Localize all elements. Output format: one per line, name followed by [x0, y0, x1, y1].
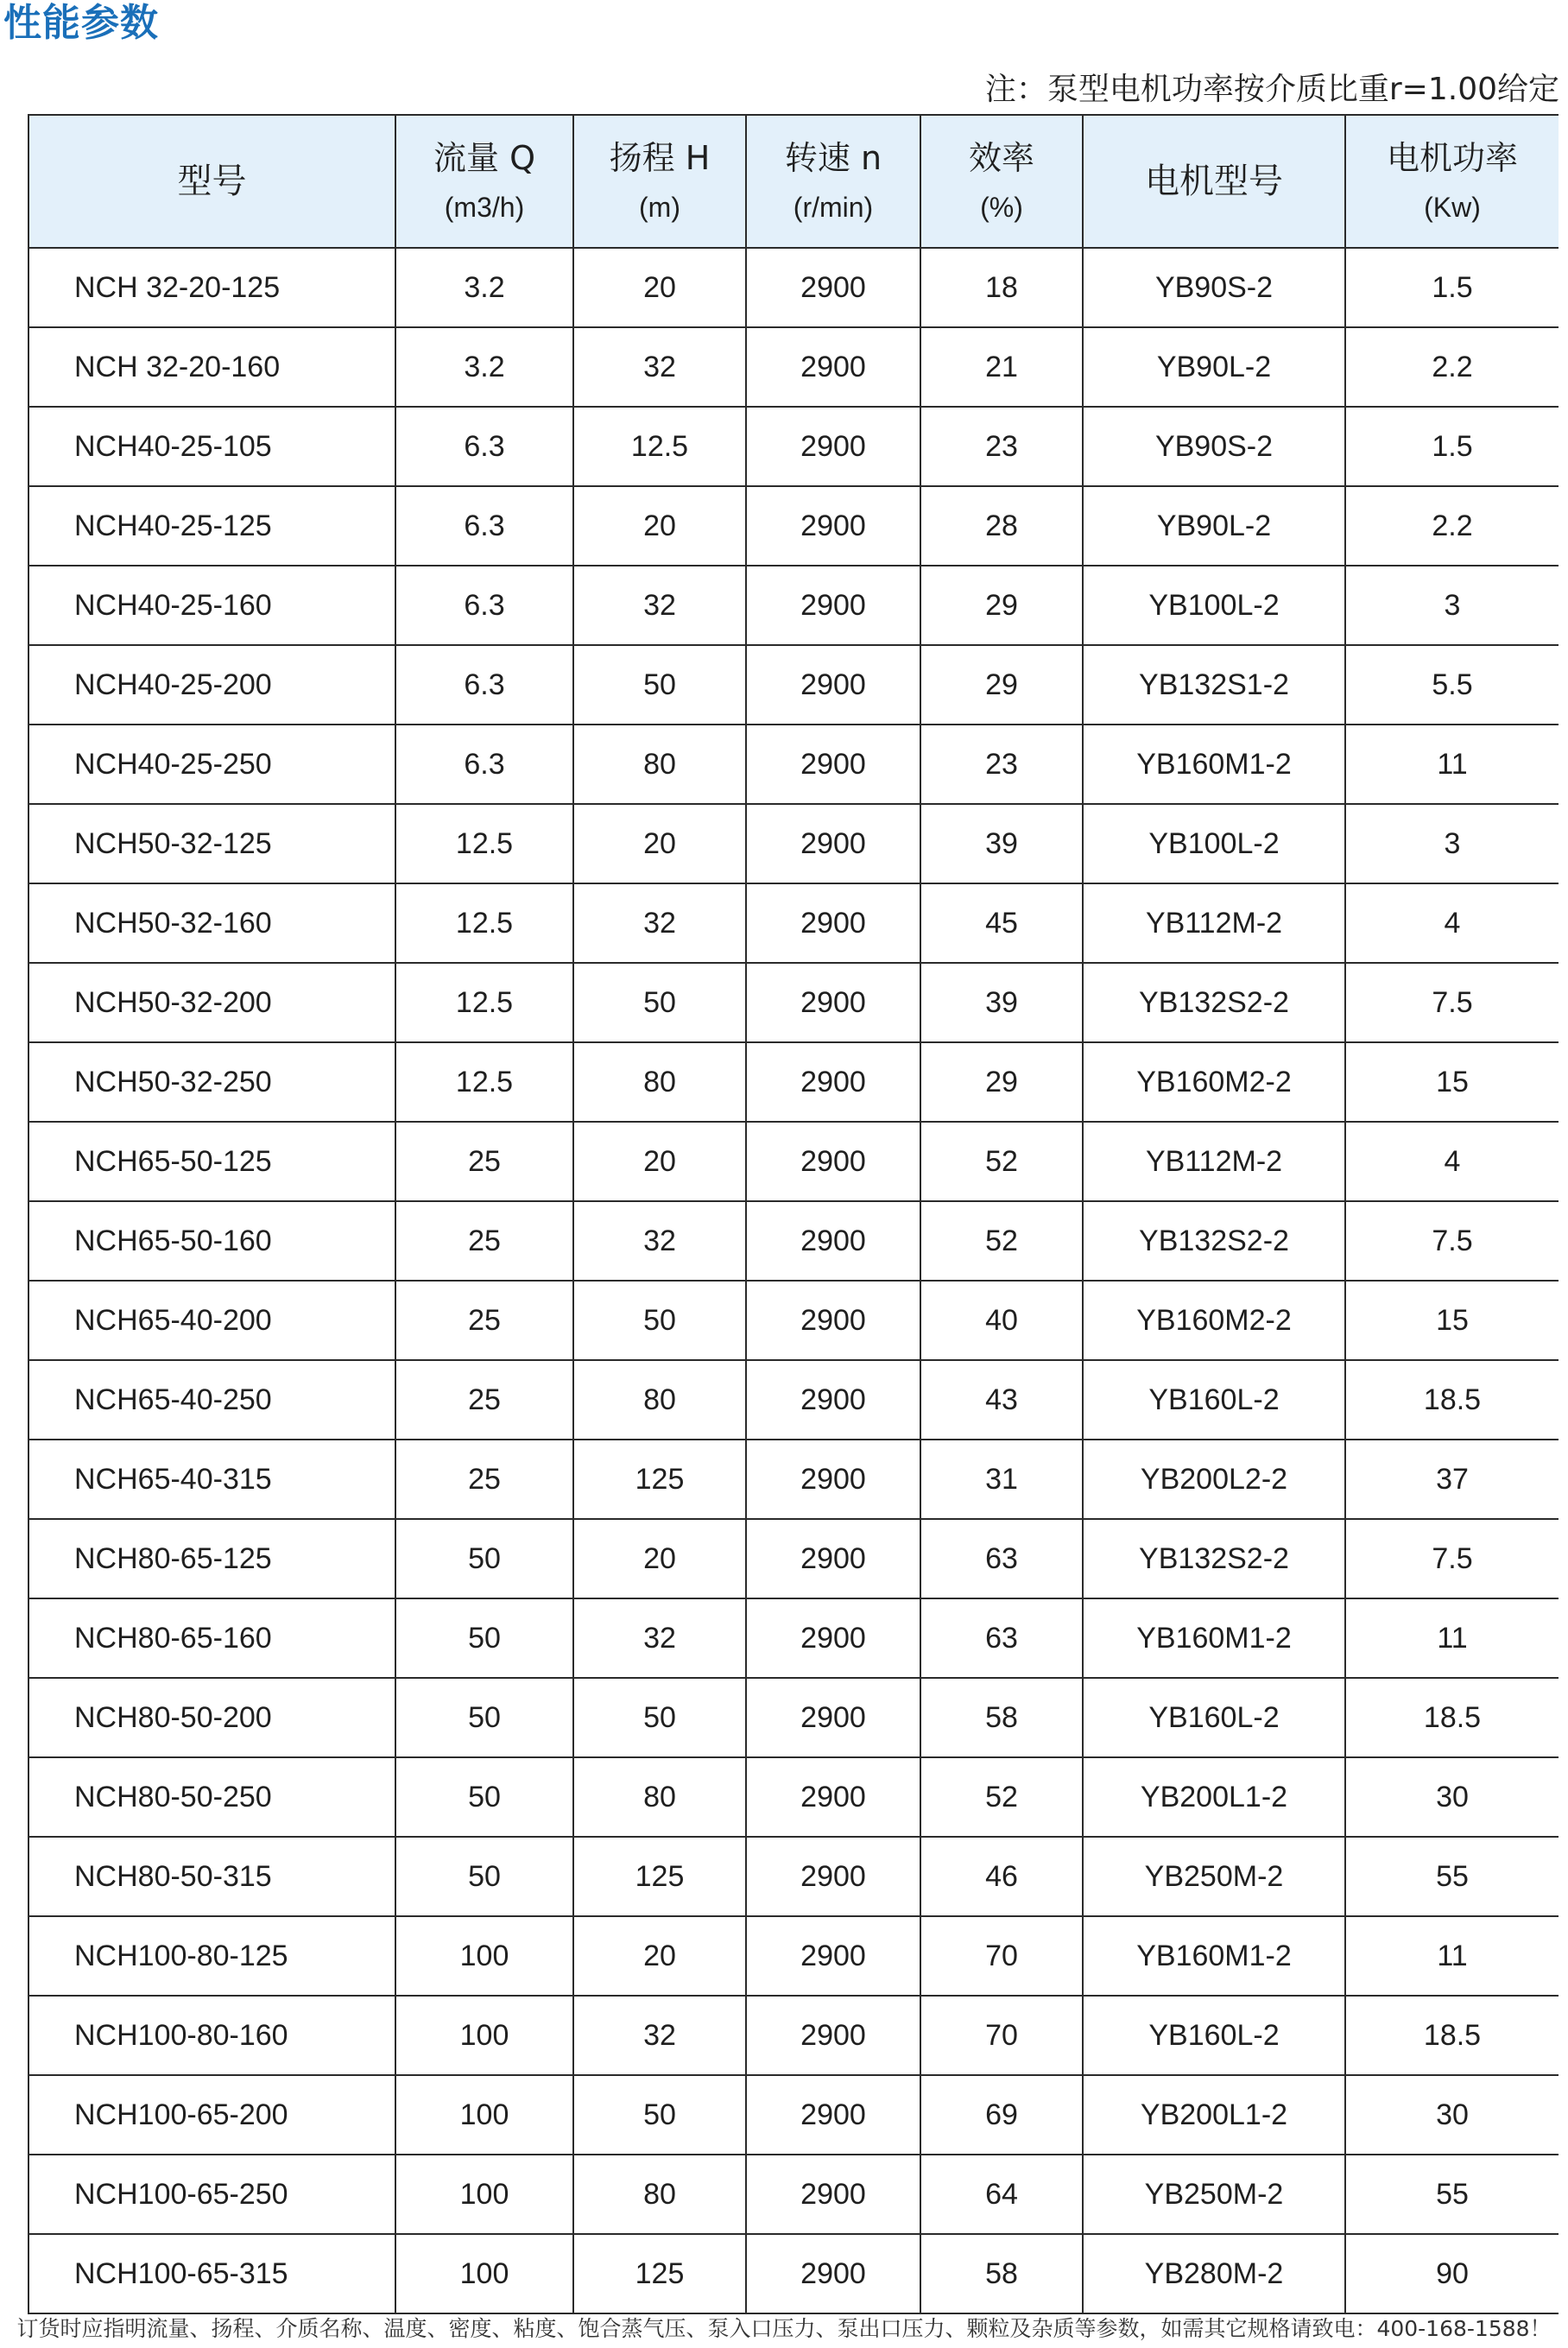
table-row [28, 1201, 1559, 1281]
cell-efficiency: 31 [920, 1440, 1083, 1519]
cell-motor-model: YB200L1-2 [1083, 2075, 1345, 2155]
cell-model: NCH65-50-160 [28, 1201, 395, 1281]
cell-efficiency: 29 [920, 645, 1083, 725]
header-flow [395, 115, 573, 248]
cell-speed: 2900 [746, 486, 920, 566]
cell-flow: 100 [395, 2075, 573, 2155]
cell-speed: 2900 [746, 804, 920, 883]
cell-motor-power: 30 [1345, 1757, 1559, 1837]
cell-motor-power: 1.5 [1345, 407, 1559, 486]
cell-efficiency: 64 [920, 2155, 1083, 2234]
cell-motor-power: 55 [1345, 2155, 1559, 2234]
cell-flow: 6.3 [395, 725, 573, 804]
table-row [28, 883, 1559, 963]
cell-speed: 2900 [746, 2234, 920, 2313]
table-row [28, 1042, 1559, 1122]
cell-motor-model: YB90L-2 [1083, 327, 1345, 407]
cell-efficiency: 40 [920, 1281, 1083, 1360]
cell-motor-model: YB160L-2 [1083, 1360, 1345, 1440]
cell-head: 32 [573, 566, 746, 645]
cell-efficiency: 28 [920, 486, 1083, 566]
cell-speed: 2900 [746, 327, 920, 407]
cell-flow: 100 [395, 2155, 573, 2234]
table-row [28, 645, 1559, 725]
cell-model: NCH50-32-125 [28, 804, 395, 883]
cell-speed: 2900 [746, 645, 920, 725]
cell-model: NCH100-80-125 [28, 1916, 395, 1996]
table-row [28, 1916, 1559, 1996]
cell-speed: 2900 [746, 1916, 920, 1996]
cell-motor-model: YB200L2-2 [1083, 1440, 1345, 1519]
cell-motor-power: 3 [1345, 566, 1559, 645]
cell-model: NCH65-40-315 [28, 1440, 395, 1519]
cell-motor-model: YB100L-2 [1083, 804, 1345, 883]
header-head-unit: (m) [639, 192, 680, 223]
cell-efficiency: 23 [920, 407, 1083, 486]
order-note: 订货时应指明流量、扬程、介质名称、温度、密度、粘度、饱合蒸气压、泵入口压力、泵出口压力、颗粒及杂质等参数，如需其它规格请致电：400-168-1588！ [16, 2316, 1552, 2341]
cell-model: NCH100-80-160 [28, 1996, 395, 2075]
cell-efficiency: 52 [920, 1757, 1083, 1837]
cell-efficiency: 70 [920, 1996, 1083, 2075]
cell-model: NCH40-25-125 [28, 486, 395, 566]
header-flow-label: 流量 Q [433, 139, 535, 177]
table-body [28, 248, 1559, 2313]
header-motor-model-label: 电机型号 [1145, 161, 1283, 201]
table-row [28, 725, 1559, 804]
table-row [28, 407, 1559, 486]
table-header-row [28, 115, 1559, 248]
cell-motor-model: YB250M-2 [1083, 2155, 1345, 2234]
table-row [28, 486, 1559, 566]
cell-head: 50 [573, 963, 746, 1042]
table-row [28, 327, 1559, 407]
cell-speed: 2900 [746, 725, 920, 804]
cell-motor-model: YB132S2-2 [1083, 1519, 1345, 1598]
cell-model: NCH80-50-200 [28, 1678, 395, 1757]
table-row [28, 1360, 1559, 1440]
table-row [28, 2075, 1559, 2155]
header-efficiency [920, 115, 1083, 248]
cell-motor-model: YB90S-2 [1083, 407, 1345, 486]
cell-efficiency: 52 [920, 1201, 1083, 1281]
cell-flow: 100 [395, 1996, 573, 2075]
cell-motor-power: 7.5 [1345, 1201, 1559, 1281]
cell-speed: 2900 [746, 883, 920, 963]
cell-motor-model: YB112M-2 [1083, 1122, 1345, 1201]
cell-model: NCH80-65-160 [28, 1598, 395, 1678]
cell-flow: 6.3 [395, 645, 573, 725]
cell-flow: 12.5 [395, 804, 573, 883]
cell-efficiency: 45 [920, 883, 1083, 963]
cell-head: 20 [573, 1519, 746, 1598]
cell-speed: 2900 [746, 1360, 920, 1440]
cell-efficiency: 70 [920, 1916, 1083, 1996]
cell-flow: 6.3 [395, 407, 573, 486]
cell-motor-model: YB160M1-2 [1083, 1598, 1345, 1678]
cell-efficiency: 52 [920, 1122, 1083, 1201]
cell-head: 50 [573, 1281, 746, 1360]
cell-flow: 50 [395, 1757, 573, 1837]
cell-efficiency: 43 [920, 1360, 1083, 1440]
cell-head: 50 [573, 645, 746, 725]
cell-model: NCH65-40-250 [28, 1360, 395, 1440]
cell-motor-power: 15 [1345, 1281, 1559, 1360]
cell-speed: 2900 [746, 1757, 920, 1837]
header-head [573, 115, 746, 248]
cell-model: NCH 32-20-160 [28, 327, 395, 407]
cell-motor-power: 7.5 [1345, 1519, 1559, 1598]
cell-efficiency: 21 [920, 327, 1083, 407]
cell-model: NCH100-65-315 [28, 2234, 395, 2313]
cell-model: NCH100-65-200 [28, 2075, 395, 2155]
cell-motor-power: 18.5 [1345, 1678, 1559, 1757]
density-note: 注：泵型电机功率按介质比重r=1.00给定 [984, 72, 1559, 107]
cell-flow: 12.5 [395, 1042, 573, 1122]
cell-model: NCH40-25-160 [28, 566, 395, 645]
cell-motor-power: 30 [1345, 2075, 1559, 2155]
cell-efficiency: 58 [920, 1678, 1083, 1757]
cell-motor-power: 2.2 [1345, 486, 1559, 566]
cell-efficiency: 23 [920, 725, 1083, 804]
cell-head: 32 [573, 1201, 746, 1281]
cell-motor-power: 4 [1345, 883, 1559, 963]
cell-speed: 2900 [746, 248, 920, 327]
cell-motor-model: YB90L-2 [1083, 486, 1345, 566]
cell-motor-model: YB160M1-2 [1083, 725, 1345, 804]
cell-efficiency: 63 [920, 1519, 1083, 1598]
header-model [28, 115, 395, 248]
cell-motor-power: 37 [1345, 1440, 1559, 1519]
cell-motor-power: 55 [1345, 1837, 1559, 1916]
table-row [28, 1678, 1559, 1757]
cell-motor-model: YB90S-2 [1083, 248, 1345, 327]
cell-model: NCH50-32-160 [28, 883, 395, 963]
table-row [28, 566, 1559, 645]
cell-speed: 2900 [746, 1281, 920, 1360]
cell-head: 80 [573, 725, 746, 804]
cell-motor-model: YB160L-2 [1083, 1996, 1345, 2075]
header-motor-power-unit: (Kw) [1424, 192, 1481, 223]
cell-motor-power: 7.5 [1345, 963, 1559, 1042]
cell-motor-model: YB160M2-2 [1083, 1042, 1345, 1122]
cell-motor-power: 11 [1345, 1916, 1559, 1996]
cell-head: 32 [573, 1996, 746, 2075]
cell-efficiency: 18 [920, 248, 1083, 327]
table-row [28, 963, 1559, 1042]
cell-speed: 2900 [746, 2075, 920, 2155]
cell-speed: 2900 [746, 963, 920, 1042]
cell-head: 125 [573, 2234, 746, 2313]
cell-flow: 6.3 [395, 486, 573, 566]
cell-motor-model: YB132S2-2 [1083, 1201, 1345, 1281]
cell-head: 20 [573, 1122, 746, 1201]
cell-head: 32 [573, 883, 746, 963]
cell-head: 80 [573, 2155, 746, 2234]
cell-flow: 50 [395, 1678, 573, 1757]
cell-head: 12.5 [573, 407, 746, 486]
cell-model: NCH80-50-315 [28, 1837, 395, 1916]
cell-speed: 2900 [746, 1598, 920, 1678]
cell-flow: 3.2 [395, 248, 573, 327]
cell-flow: 6.3 [395, 566, 573, 645]
cell-flow: 50 [395, 1837, 573, 1916]
table-row [28, 1281, 1559, 1360]
cell-head: 80 [573, 1757, 746, 1837]
cell-speed: 2900 [746, 1440, 920, 1519]
cell-motor-model: YB280M-2 [1083, 2234, 1345, 2313]
cell-motor-model: YB160M2-2 [1083, 1281, 1345, 1360]
cell-motor-power: 90 [1345, 2234, 1559, 2313]
table-row [28, 2234, 1559, 2313]
cell-head: 125 [573, 1837, 746, 1916]
cell-speed: 2900 [746, 1042, 920, 1122]
cell-flow: 25 [395, 1360, 573, 1440]
cell-motor-power: 5.5 [1345, 645, 1559, 725]
header-speed-label: 转速 n [784, 139, 882, 177]
table-row [28, 1996, 1559, 2075]
cell-model: NCH80-65-125 [28, 1519, 395, 1598]
cell-flow: 25 [395, 1201, 573, 1281]
cell-efficiency: 69 [920, 2075, 1083, 2155]
table-row [28, 1122, 1559, 1201]
cell-model: NCH50-32-200 [28, 963, 395, 1042]
table-row [28, 2155, 1559, 2234]
header-model-label: 型号 [177, 161, 247, 201]
cell-motor-power: 11 [1345, 1598, 1559, 1678]
cell-head: 20 [573, 486, 746, 566]
header-motor-power [1345, 115, 1559, 248]
cell-flow: 25 [395, 1122, 573, 1201]
cell-flow: 100 [395, 1916, 573, 1996]
cell-flow: 25 [395, 1281, 573, 1360]
cell-efficiency: 29 [920, 1042, 1083, 1122]
cell-flow: 100 [395, 2234, 573, 2313]
table-row [28, 1757, 1559, 1837]
cell-motor-power: 2.2 [1345, 327, 1559, 407]
cell-speed: 2900 [746, 407, 920, 486]
header-speed-unit: (r/min) [793, 192, 874, 223]
header-head-label: 扬程 H [609, 139, 711, 177]
cell-flow: 12.5 [395, 883, 573, 963]
cell-model: NCH 32-20-125 [28, 248, 395, 327]
cell-speed: 2900 [746, 566, 920, 645]
cell-flow: 12.5 [395, 963, 573, 1042]
cell-speed: 2900 [746, 2155, 920, 2234]
table-row [28, 804, 1559, 883]
cell-model: NCH50-32-250 [28, 1042, 395, 1122]
table-row [28, 1837, 1559, 1916]
cell-speed: 2900 [746, 1678, 920, 1757]
cell-head: 50 [573, 1678, 746, 1757]
cell-speed: 2900 [746, 1201, 920, 1281]
cell-flow: 25 [395, 1440, 573, 1519]
cell-motor-power: 4 [1345, 1122, 1559, 1201]
cell-head: 125 [573, 1440, 746, 1519]
cell-speed: 2900 [746, 1122, 920, 1201]
cell-head: 20 [573, 248, 746, 327]
cell-flow: 50 [395, 1519, 573, 1598]
cell-motor-model: YB112M-2 [1083, 883, 1345, 963]
cell-head: 80 [573, 1042, 746, 1122]
cell-speed: 2900 [746, 1519, 920, 1598]
cell-head: 20 [573, 804, 746, 883]
cell-model: NCH40-25-250 [28, 725, 395, 804]
header-speed [746, 115, 920, 248]
cell-efficiency: 39 [920, 804, 1083, 883]
cell-model: NCH65-50-125 [28, 1122, 395, 1201]
cell-efficiency: 29 [920, 566, 1083, 645]
header-efficiency-label: 效率 [968, 139, 1034, 177]
cell-motor-power: 18.5 [1345, 1996, 1559, 2075]
table-row [28, 1440, 1559, 1519]
cell-motor-model: YB132S2-2 [1083, 963, 1345, 1042]
cell-motor-power: 15 [1345, 1042, 1559, 1122]
cell-motor-model: YB160L-2 [1083, 1678, 1345, 1757]
cell-motor-model: YB200L1-2 [1083, 1757, 1345, 1837]
cell-efficiency: 58 [920, 2234, 1083, 2313]
cell-head: 32 [573, 1598, 746, 1678]
cell-head: 20 [573, 1916, 746, 1996]
cell-efficiency: 63 [920, 1598, 1083, 1678]
cell-model: NCH65-40-200 [28, 1281, 395, 1360]
cell-motor-model: YB100L-2 [1083, 566, 1345, 645]
cell-motor-model: YB160M1-2 [1083, 1916, 1345, 1996]
header-flow-unit: (m3/h) [444, 192, 525, 223]
cell-motor-model: YB250M-2 [1083, 1837, 1345, 1916]
header-efficiency-unit: (%) [980, 192, 1023, 223]
cell-head: 80 [573, 1360, 746, 1440]
cell-head: 32 [573, 327, 746, 407]
cell-motor-power: 3 [1345, 804, 1559, 883]
page-title: 性能参数 [3, 1, 159, 45]
cell-motor-power: 11 [1345, 725, 1559, 804]
cell-head: 50 [573, 2075, 746, 2155]
cell-motor-power: 18.5 [1345, 1360, 1559, 1440]
cell-model: NCH40-25-105 [28, 407, 395, 486]
cell-speed: 2900 [746, 1996, 920, 2075]
cell-model: NCH80-50-250 [28, 1757, 395, 1837]
cell-model: NCH100-65-250 [28, 2155, 395, 2234]
cell-efficiency: 46 [920, 1837, 1083, 1916]
cell-motor-model: YB132S1-2 [1083, 645, 1345, 725]
header-motor-power-label: 电机功率 [1386, 139, 1518, 177]
cell-flow: 3.2 [395, 327, 573, 407]
cell-model: NCH40-25-200 [28, 645, 395, 725]
cell-efficiency: 39 [920, 963, 1083, 1042]
table-row [28, 1598, 1559, 1678]
table-row [28, 1519, 1559, 1598]
cell-speed: 2900 [746, 1837, 920, 1916]
table-row [28, 248, 1559, 327]
header-motor-model [1083, 115, 1345, 248]
cell-motor-power: 1.5 [1345, 248, 1559, 327]
cell-flow: 50 [395, 1598, 573, 1678]
performance-table [28, 114, 1559, 2314]
